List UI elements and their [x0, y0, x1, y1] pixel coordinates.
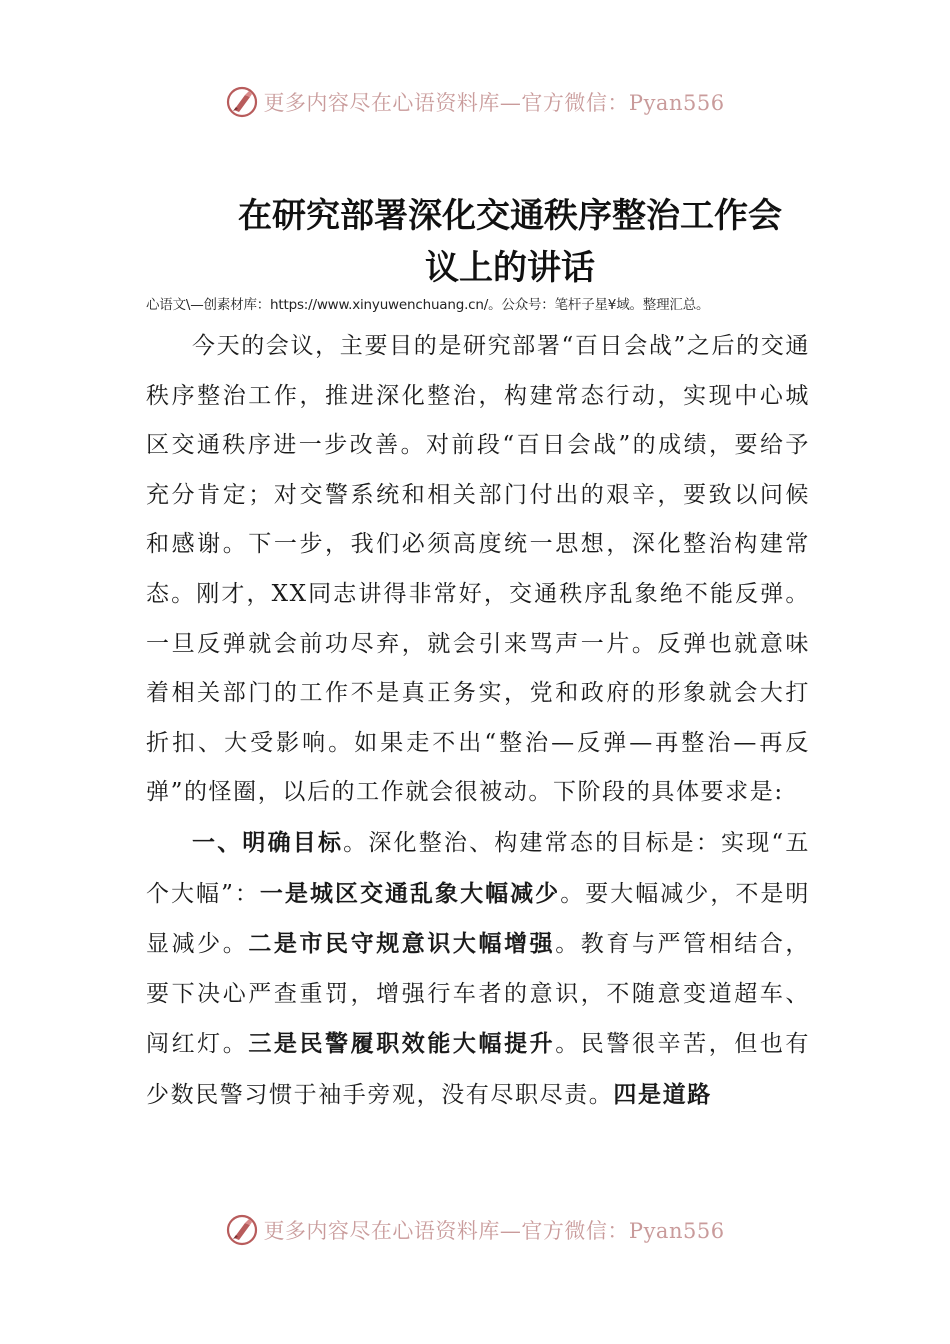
watermark-banner-bottom: [0, 1208, 950, 1252]
goal-text-2: 。教育与严管相结合，要下决心严查重罚，增强行车者的意识，不随意变道超车、闯红灯。: [146, 931, 811, 1058]
goal-item-1: 一是城区交通乱象大幅减少: [259, 879, 561, 907]
pen-nib-logo-icon: [225, 1213, 259, 1247]
watermark-text: 更多内容尽在心语资料库—官方微信：Pyan556: [263, 1219, 725, 1243]
source-line: 心语文\—创素材库：https://www.xinyuwenchuang.cn/。公众号：笔杆子星¥域。整理汇总。: [146, 297, 710, 313]
watermark-text: 更多内容尽在心语资料库—官方微信：Pyan556: [263, 91, 725, 115]
pen-nib-logo-icon: [225, 85, 259, 119]
watermark-banner-top: [0, 80, 950, 124]
goal-item-4: 四是道路: [613, 1080, 712, 1108]
paragraph-intro: 今天的会议，主要目的是研究部署“百日会战”之后的交通秩序整治工作，推进深化整治，构建常态行动，实现中心城区交通秩序进一步改善。对前段“百日会战”的成绩，要给予充分肯定；对交警系统和相关部门付出的艰辛，要致以问候和感谢。下一步，我们必须高度统一思想，深化整治构建常态。刚才，XX同志讲得非常好，交通秩序乱象绝不能反弹。一旦反弹就会前功尽弃，就会引来骂声一片。反弹也就意味着相关部门的工作不是真正务实，党和政府的形象就会大打折扣、大受影响。如果走不出“整治—反弹—再整治—再反弹”的怪圈，以后的工作就会很被动。下阶段的具体要求是:: [146, 333, 810, 806]
title-line-1: 在研究部署深化交通秩序整治工作会: [238, 196, 782, 236]
goal-item-3: 三是民警履职效能大幅提升: [248, 1030, 556, 1058]
document-body: [146, 322, 810, 1121]
paragraph-goals: [146, 818, 810, 1121]
page-title: [160, 190, 860, 294]
goal-item-2: 二是市民守规意识大幅增强: [248, 930, 556, 958]
goal-text-1: 。要大幅减少，不是明显减少。: [146, 880, 811, 958]
title-line-2: 议上的讲话: [425, 248, 595, 288]
goals-intro: 。深化整治、构建常态的目标是：实现“五个大幅”：: [146, 829, 810, 907]
section-heading: 一、明确目标: [192, 828, 344, 856]
goal-text-3: 。民警很辛苦，但也有少数民警习惯于袖手旁观，没有尽职尽责。: [146, 1031, 811, 1108]
